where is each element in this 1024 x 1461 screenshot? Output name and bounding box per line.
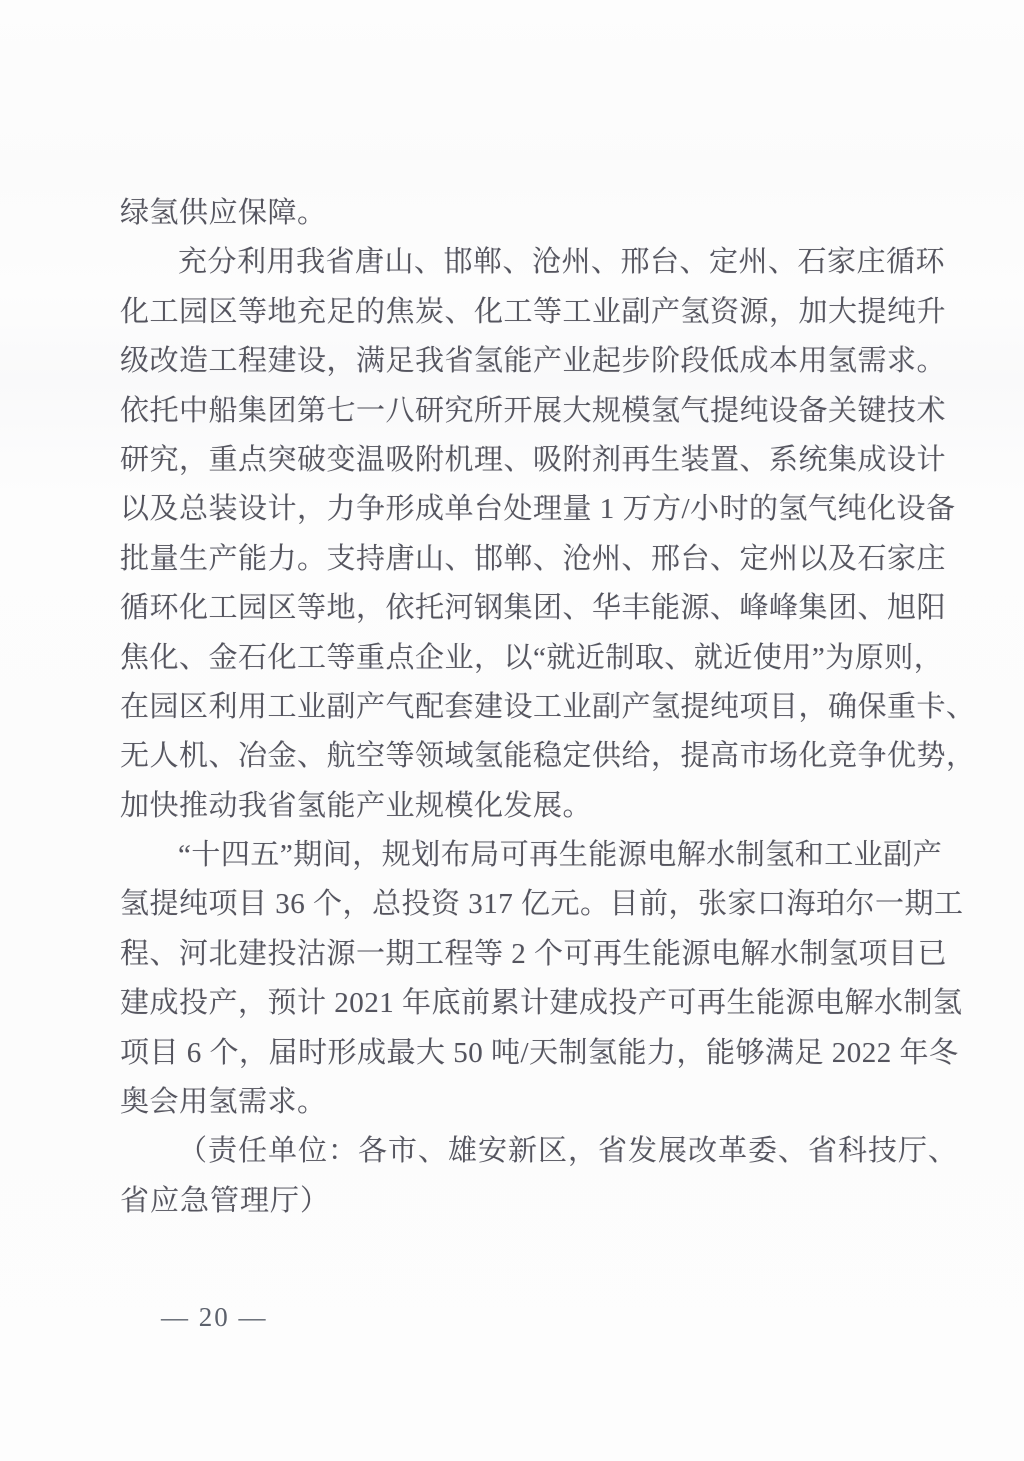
text-line: 建成投产，预计 2021 年底前累计建成投产可再生能源电解水制氢 xyxy=(120,987,963,1020)
text-line: 循环化工园区等地，依托河钢集团、华丰能源、峰峰集团、旭阳 xyxy=(120,592,947,625)
text-line: （责任单位：各市、雄安新区，省发展改革委、省科技厅、 xyxy=(178,1135,959,1168)
document-body xyxy=(120,189,976,1226)
text-line: “十四五”期间，规划布局可再生能源电解水制氢和工业副产 xyxy=(178,839,943,872)
text-line: 研究，重点突破变温吸附机理、吸附剂再生装置、系统集成设计 xyxy=(120,443,947,476)
text-line: 在园区利用工业副产气配套建设工业副产氢提纯项目，确保重卡、 xyxy=(120,690,976,723)
page-number: — 20 — xyxy=(161,1302,268,1332)
text-line: 程、河北建投沽源一期工程等 2 个可再生能源电解水制氢项目已 xyxy=(120,937,948,970)
text-line: 以及总装设计，力争形成单台处理量 1 万方/小时的氢气纯化设备 xyxy=(120,493,956,526)
text-line: 省应急管理厅） xyxy=(120,1184,331,1217)
text-line: 依托中船集团第七一八研究所开展大规模氢气提纯设备关键技术 xyxy=(120,394,947,427)
text-line: 化工园区等地充足的焦炭、化工等工业副产氢资源，加大提纯升 xyxy=(120,295,947,328)
text-line: 氢提纯项目 36 个，总投资 317 亿元。目前，张家口海珀尔一期工 xyxy=(120,888,964,921)
text-line: 焦化、金石化工等重点企业，以“就近制取、就近使用”为原则， xyxy=(120,641,944,674)
text-line: 奥会用氢需求。 xyxy=(120,1086,327,1119)
text-line: 项目 6 个，届时形成最大 50 吨/天制氢能力，能够满足 2022 年冬 xyxy=(120,1036,959,1069)
text-line: 批量生产能力。支持唐山、邯郸、沧州、邢台、定州以及石家庄 xyxy=(120,542,947,575)
text-line: 充分利用我省唐山、邯郸、沧州、邢台、定州、石家庄循环 xyxy=(178,246,946,279)
text-line: 加快推动我省氢能产业规模化发展。 xyxy=(120,789,593,822)
text-line: 绿氢供应保障。 xyxy=(120,197,327,229)
text-line: 级改造工程建设，满足我省氢能产业起步阶段低成本用氢需求。 xyxy=(120,345,947,378)
text-line: 无人机、冶金、航空等领域氢能稳定供给，提高市场化竞争优势， xyxy=(120,740,976,773)
